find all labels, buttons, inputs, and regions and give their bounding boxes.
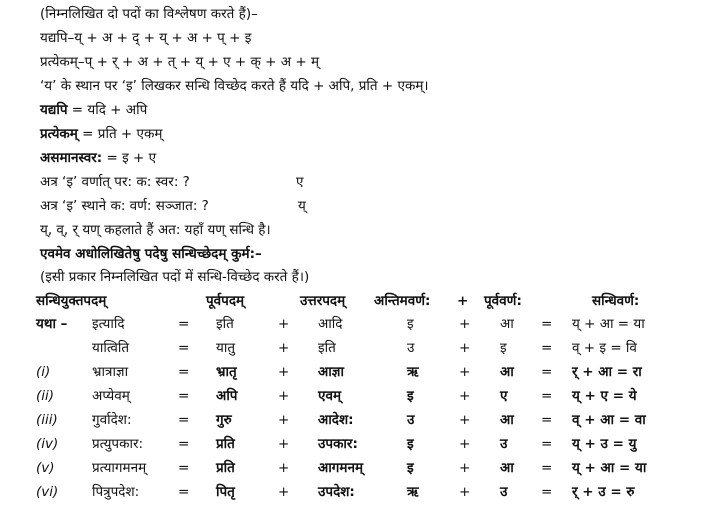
purva-padam: अपि <box>216 388 238 404</box>
intro-line-6 <box>40 148 156 168</box>
sandhi-word: गुर्वादेश: <box>92 412 132 428</box>
plus-sign: + <box>278 436 290 452</box>
header-purvavarna: पूर्ववर्ण: <box>484 293 522 309</box>
uttar-padam: आदेश: <box>318 412 354 428</box>
plus-sign: + <box>278 412 290 428</box>
equals-sign: = <box>541 388 553 404</box>
sandhi-varna: र् + आ = रा <box>572 364 642 380</box>
equals-sign: = <box>541 340 553 356</box>
equals-sign: = <box>178 388 190 404</box>
purva-varna: इ <box>500 340 507 356</box>
header-uttarpadam: उत्तरपदम् <box>300 293 346 309</box>
antim-varna: इ <box>407 460 414 476</box>
intro-line-10: एवमेव अधोलिखितेषु पदेषु सन्धिच्छेदम् कुर्म:– <box>40 246 262 262</box>
row-number: यथा – <box>36 316 68 332</box>
sandhi-varna: व् + इ = वि <box>572 340 637 356</box>
plus-sign: + <box>278 316 290 332</box>
antim-varna: इ <box>407 436 414 452</box>
header-plus: + <box>457 293 469 309</box>
intro-line-1: यद्यपि–य् + अ + द् + य् + अ + प् + इ <box>40 30 252 46</box>
plus-sign: + <box>459 412 471 428</box>
table-row <box>0 385 709 407</box>
term-yadyapi-split: = यदि + अपि <box>67 102 148 118</box>
purva-varna: आ <box>500 364 514 380</box>
purva-padam: प्रति <box>216 460 235 476</box>
intro-line-0: (निम्नलिखित दो पदों का विश्लेषण करते हैं)– <box>40 6 258 22</box>
equals-sign: = <box>178 484 190 500</box>
plus-sign: + <box>459 364 471 380</box>
purva-varna: आ <box>500 460 514 476</box>
row-number: (ii) <box>36 388 55 404</box>
term-pratyekam-split: = प्रति + एकम् <box>77 126 163 142</box>
plus-sign: + <box>278 484 290 500</box>
antim-varna: इ <box>407 316 414 332</box>
purva-padam: गुरु <box>216 412 232 428</box>
equals-sign: = <box>178 316 190 332</box>
sandhi-word: भ्रात्राज्ञा <box>92 364 129 380</box>
table-row <box>0 457 709 479</box>
uttar-padam: आज्ञा <box>318 364 344 380</box>
intro-line-11: (इसी प्रकार निम्नलिखित पदों में सन्धि-विच्छेद करते हैं।) <box>40 269 310 285</box>
table-row <box>0 433 709 455</box>
equals-sign: = <box>541 412 553 428</box>
purva-varna: आ <box>500 412 514 428</box>
row-number: (iii) <box>36 412 58 428</box>
term-yadyapi: यद्यपि <box>40 102 68 118</box>
header-antimavarna: अन्तिमवर्ण: <box>374 293 431 309</box>
uttar-padam: एवम् <box>318 388 342 404</box>
equals-sign: = <box>178 436 190 452</box>
intro-line-8: अत्र ‘इ’ स्थाने क: वर्ण: सञ्जात: ? <box>40 198 209 214</box>
term-asamanaswar-split: = इ + ए <box>102 150 157 166</box>
intro-line-7: अत्र ‘इ’ वर्णात् पर: क: स्वर: ? <box>40 174 190 190</box>
table-row <box>0 337 709 359</box>
sandhi-varna: य् + उ = यु <box>572 436 637 452</box>
sandhi-varna: य् + आ = या <box>572 316 645 332</box>
equals-sign: = <box>178 460 190 476</box>
plus-sign: + <box>459 484 471 500</box>
purva-varna: उ <box>500 484 508 500</box>
equals-sign: = <box>541 436 553 452</box>
antim-varna: उ <box>407 340 415 356</box>
intro-line-9: य्, व्, र् यण् कहलाते हैं अत: यहाँ यण् सन्धि है। <box>40 222 271 238</box>
purva-padam: यातु <box>216 340 236 356</box>
row-number: (v) <box>36 460 55 476</box>
header-sandhiyukta: सन्धियुक्तपदम् <box>36 293 107 309</box>
equals-sign: = <box>541 364 553 380</box>
row-number: (i) <box>36 364 51 380</box>
plus-sign: + <box>459 316 471 332</box>
sandhi-word: पित्रुपदेश: <box>92 484 140 500</box>
uttar-padam: आगमनम् <box>318 460 364 476</box>
antim-varna: ऋ <box>407 364 419 380</box>
sandhi-word: इत्यादि <box>92 316 125 332</box>
table-row <box>0 361 709 383</box>
table-header-row <box>0 290 709 312</box>
antim-varna: उ <box>407 412 415 428</box>
row-number: (vi) <box>36 484 59 500</box>
antim-varna: ऋ <box>407 484 419 500</box>
equals-sign: = <box>541 484 553 500</box>
plus-sign: + <box>459 436 471 452</box>
purva-varna: आ <box>500 316 514 332</box>
sandhi-word: अप्येवम् <box>92 388 130 404</box>
uttar-padam: इति <box>318 340 336 356</box>
table-row <box>0 409 709 431</box>
plus-sign: + <box>278 364 290 380</box>
plus-sign: + <box>459 388 471 404</box>
sandhi-varna: य् + आ = या <box>572 460 647 476</box>
plus-sign: + <box>459 340 471 356</box>
table-row <box>0 313 709 335</box>
plus-sign: + <box>278 460 290 476</box>
purva-padam: प्रति <box>216 436 235 452</box>
equals-sign: = <box>178 412 190 428</box>
intro-line-5 <box>40 124 162 144</box>
header-sandhivarna: सन्धिवर्ण: <box>592 293 640 309</box>
intro-line-3: ‘य’ के स्थान पर ‘इ’ लिखकर सन्धि विच्छेद करते हैं यदि + अपि, प्रति + एकम्। <box>40 78 429 94</box>
header-purvapadam: पूर्वपदम् <box>206 293 245 309</box>
intro-line-8-answer: य् <box>298 198 306 214</box>
plus-sign: + <box>278 340 290 356</box>
sandhi-word: प्रत्यागमनम् <box>92 460 147 476</box>
term-asamanaswar: असमानस्वर: <box>40 150 103 166</box>
uttar-padam: उपकार: <box>318 436 358 452</box>
term-pratyekam: प्रत्येकम् <box>40 126 78 142</box>
uttar-padam: आदि <box>318 316 343 332</box>
sandhi-varna: र् + उ = रु <box>572 484 635 500</box>
purva-padam: इति <box>216 316 234 332</box>
uttar-padam: उपदेश: <box>318 484 355 500</box>
purva-padam: भ्रातृ <box>216 364 237 380</box>
intro-line-2: प्रत्येकम्–प् + र् + अ + त् + य् + ए + क् + अ + म् <box>40 54 320 70</box>
plus-sign: + <box>278 388 290 404</box>
sandhi-word: प्रत्युपकार: <box>92 436 144 452</box>
row-number: (iv) <box>36 436 59 452</box>
purva-padam: पितृ <box>216 484 235 500</box>
purva-varna: उ <box>500 436 508 452</box>
purva-varna: ए <box>500 388 508 404</box>
antim-varna: इ <box>407 388 414 404</box>
equals-sign: = <box>178 364 190 380</box>
table-row <box>0 481 709 503</box>
sandhi-word: यात्विति <box>92 340 130 356</box>
intro-line-4 <box>40 100 147 120</box>
equals-sign: = <box>541 316 553 332</box>
equals-sign: = <box>178 340 190 356</box>
sandhi-varna: व् + आ = वा <box>572 412 646 428</box>
plus-sign: + <box>459 460 471 476</box>
equals-sign: = <box>541 460 553 476</box>
sandhi-varna: य् + ए = ये <box>572 388 637 404</box>
intro-line-7-answer: ए <box>296 174 304 190</box>
